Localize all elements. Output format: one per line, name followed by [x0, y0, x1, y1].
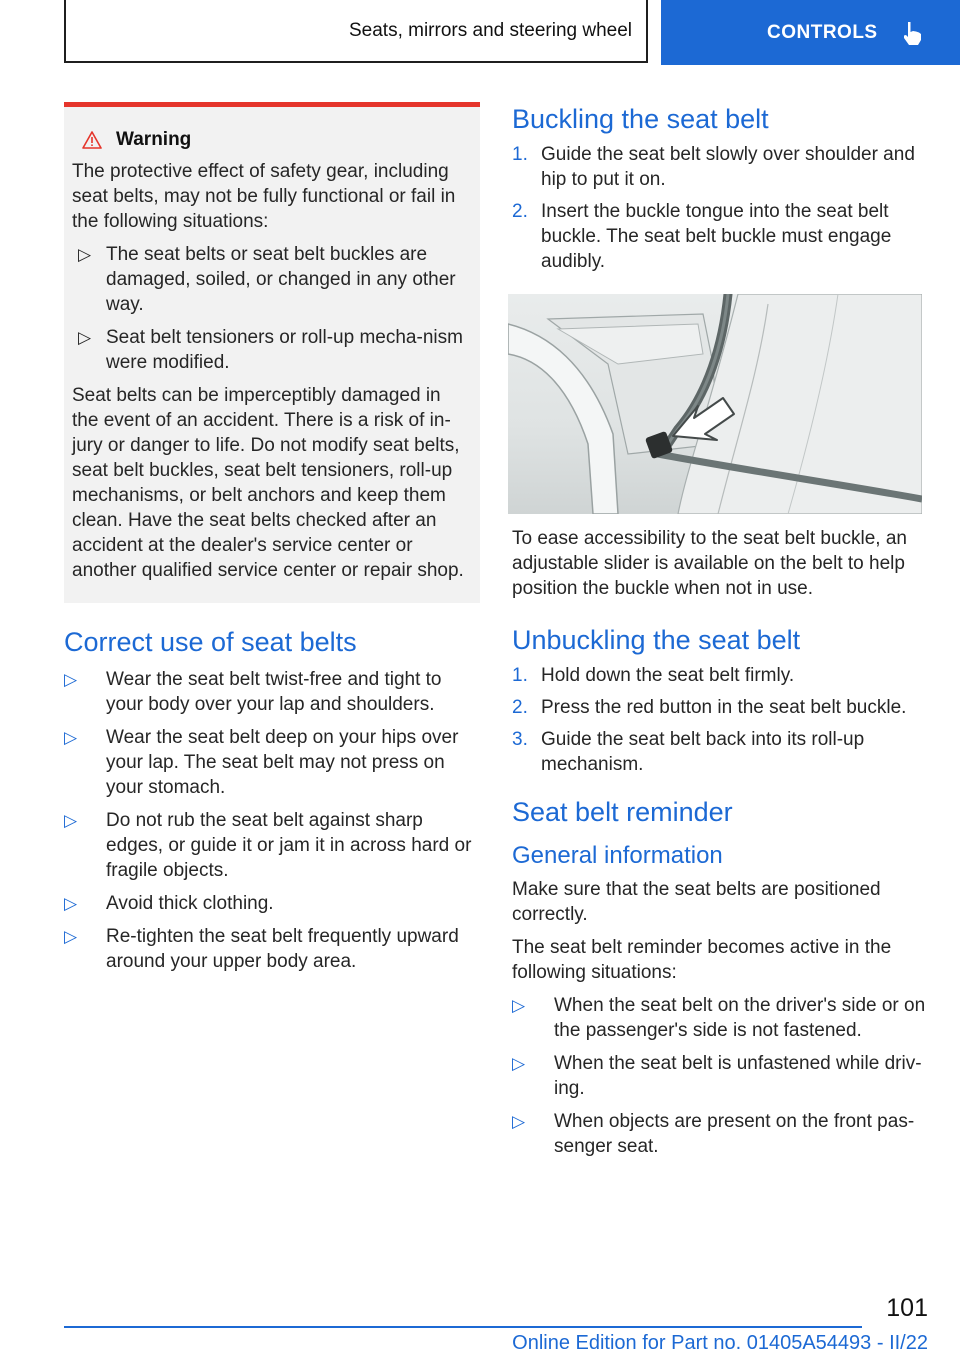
bullet-triangle-icon: ▷ [64, 927, 78, 946]
list-item: ▷ When the seat belt on the driver's side or on the passenger's side is not fastened. [512, 995, 926, 1041]
bullet-triangle-icon: ▷ [512, 996, 526, 1015]
correct-use-heading: Correct use of seat belts [64, 627, 357, 657]
chapter-tab [661, 0, 960, 65]
warning-body: Seat belts can be imperceptibly damaged in the event of an accident. There is a risk of in-jury or danger to life. Do not modify seat belts, seat belt buckles, seat belt tensioners, roll-up mechanisms, or belt anchors and keep them clean. Have the seat belts checked after an accident at the dealer's service center or another qualified service center or repair shop. [72, 385, 464, 581]
buckling-caption: To ease accessibility to the seat belt buckle, an adjustable slider is available on the belt to help position the buckle when not in use. [512, 528, 908, 599]
general-information-subheading: General information [512, 842, 723, 869]
list-item: ▷ Do not rub the seat belt against sharp edges, or guide it or jam it in across hard or fragile objects. [64, 810, 472, 881]
reminder-p2: The seat belt reminder becomes active in the following situations: [512, 937, 892, 983]
list-item: 2. Insert the buckle tongue into the seat belt buckle. The seat belt buckle must engage audibly. [512, 201, 892, 272]
seat-belt-buckle-illustration [508, 294, 922, 514]
footer-divider [64, 1326, 862, 1328]
warning-intro: The protective effect of safety gear, including seat belts, may not be fully functional or fail in the following situations: [72, 161, 456, 232]
reminder-list [512, 993, 928, 1159]
bullet-triangle-icon: ▷ [78, 328, 92, 347]
section-title: Seats, mirrors and steering wheel [64, 0, 648, 63]
page-number: 101 [886, 1294, 928, 1322]
list-item: 1. Hold down the seat belt firmly. [512, 665, 795, 686]
bullet-triangle-icon: ▷ [512, 1112, 526, 1131]
buckle-drawing [508, 294, 922, 514]
list-item: ▷ Wear the seat belt twist-free and tight to your body over your lap and shoulders. [64, 669, 442, 715]
bullet-triangle-icon: ▷ [78, 245, 92, 264]
bullet-triangle-icon: ▷ [512, 1054, 526, 1073]
warning-list [72, 242, 472, 375]
page-header [0, 0, 960, 66]
bullet-triangle-icon: ▷ [64, 728, 78, 747]
bullet-triangle-icon: ▷ [64, 894, 78, 913]
list-item: ▷ Re-tighten the seat belt frequently upward around your upper body area. [64, 926, 459, 972]
buckling-heading: Buckling the seat belt [512, 104, 769, 134]
list-item: 2. Press the red button in the seat belt buckle. [512, 697, 907, 718]
reminder-p1: Make sure that the seat belts are positioned correctly. [512, 879, 881, 925]
bullet-triangle-icon: ▷ [64, 811, 78, 830]
warning-heading [72, 129, 472, 151]
warning-box [64, 102, 480, 603]
list-item: 3. Guide the seat belt back into its roll-up mechanism. [512, 729, 865, 775]
reminder-heading: Seat belt reminder [512, 797, 733, 827]
list-item: ▷ Avoid thick clothing. [64, 893, 274, 914]
buckling-steps [512, 142, 928, 274]
unbuckling-heading: Unbuckling the seat belt [512, 625, 801, 655]
left-column [64, 102, 482, 982]
warning-title: Warning [116, 129, 192, 150]
edition-note: Online Edition for Part no. 01405A54493 - II/22 [512, 1332, 928, 1354]
list-item: 1. Guide the seat belt slowly over shoulder and hip to put it on. [512, 144, 915, 190]
right-column [512, 102, 928, 1167]
list-item: ▷ The seat belts or seat belt buckles are damaged, soiled, or changed in any other way. [78, 244, 456, 315]
correct-use-list [64, 667, 482, 974]
chapter-label: CONTROLS [767, 21, 878, 43]
unbuckling-steps [512, 663, 928, 777]
bullet-triangle-icon: ▷ [64, 670, 78, 689]
pointing-hand-icon [900, 20, 926, 46]
list-item: ▷ When objects are present on the front pas-senger seat. [512, 1111, 915, 1157]
list-item: ▷ Seat belt tensioners or roll-up mecha-nism were modified. [78, 327, 463, 373]
warning-triangle-icon [82, 131, 102, 149]
list-item: ▷ When the seat belt is unfastened while driv-ing. [512, 1053, 922, 1099]
list-item: ▷ Wear the seat belt deep on your hips over your lap. The seat belt may not press on your stomach. [64, 727, 459, 798]
